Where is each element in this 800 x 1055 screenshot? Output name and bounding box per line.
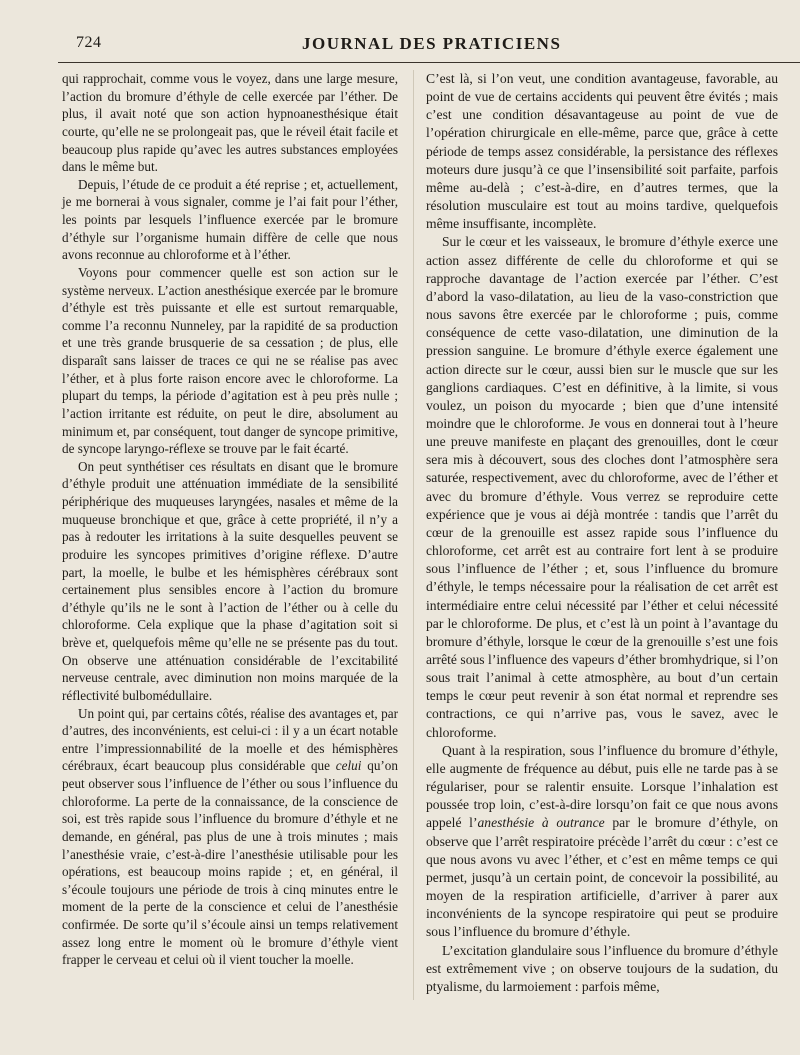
header-rule — [58, 62, 800, 63]
paragraph: Depuis, l’étude de ce produit a été reprise ; et, actuellement, je me bornerai à vous signaler, comme je l’ai fait pour l’éther, les points par lesquels l’influence exercée par le bromure d’éthyle sur l’organisme humain diffère de celle que nous avons reconnue au chloroforme et à l’éther. — [62, 176, 398, 263]
page-header — [58, 34, 800, 56]
page-number: 724 — [76, 34, 102, 51]
column-divider — [413, 70, 414, 1000]
text-run: Un point qui, par certains côtés, réalise des avantages et, par d’autres, des inconvénients, est celui-ci : il y a un écart notable entre l’impressionnabilité de la moelle et des hémisphères cérébraux, écart beaucoup plus considérable que — [62, 705, 398, 774]
paragraph: On peut synthétiser ces résultats en disant que le bromure d’éthyle produit une atténuation immédiate de la sensibilité périphérique des muqueuses laryngées, nasales et même de la muqueuse bronchique et que, grâce à cette propriété, il n’y a pas à redouter les irritations à la suite desquelles peuvent se produire les syncopes primitives d’origine réflexe. D’autre part, la moelle, le bulbe et les hémisphères cérébraux sont certainement plus sensibles encore à l’action du bromure d’éthyle qu’ils ne le sont à l’action de l’éther ou à celle du chloroforme. Cela explique que la phase d’agitation soit si brève et, quelquefois même qu’elle ne se présente pas du tout. On observe une atténuation considérable de l’excitabilité nerveuse centrale, avec diminution non moins marquée de la réflectivité bulbomédullaire. — [62, 458, 398, 703]
italic-text: anesthésie à outrance — [477, 815, 605, 831]
paragraph — [426, 742, 778, 942]
paragraph: Voyons pour commencer quelle est son action sur le système nerveux. L’action anesthésique exercée par le bromure d’éthyle est très puissante et elle est surtout remarquable, comme l’a reconnu Nunneley, par la rapidité de sa production et une très grande brusquerie de sa cessation ; de plus, elle disparaît sans laisser de traces ce qui ne se réalise pas avec l’éther, et à plus forte raison encore avec le chloroforme. La plupart du temps, la période d’agitation est à peu près nulle ; l’action irritante est réduite, on peut le dire, absolument au minimum et, par conséquent, tout danger de syncope primitive, de syncope laryngo-réflexe se trouve par le fait écarté. — [62, 264, 398, 457]
journal-title: JOURNAL DES PRATICIENS — [302, 34, 562, 53]
text-run: Quant à la respiration, sous l’influence du bromure d’éthyle, elle augmente de fréquence au début, puis elle ne tarde pas à se régulariser, pour se ralentir ensuite. Lorsque l’inhalation est poussée trop loin, c’est-à-dire lorsqu’on fait ce que nous avons appelé l’ — [426, 742, 778, 831]
italic-text: celui — [335, 758, 362, 774]
paragraph: C’est là, si l’on veut, une condition avantageuse, favorable, au point de vue de certains accidents qui peuvent être évités ; mais c’est une condition désavantageuse au point de vue de l’opération chirurgicale en elle-même, parce que, grâce à cette période de temps assez considérable, la persistance des réflexes moteurs dure jusqu’à ce que l’insensibilité soit parfaite, parfois même au-delà ; c’est-à-dire, en d’autres termes, que la résolution musculaire est tout au moins tardive, quelquefois même insuffisante, incomplète. — [426, 71, 778, 232]
text-run: par le bromure d’éthyle, on observe que l’arrêt respiratoire précède l’arrêt du cœur : c’est ce que nous avons vu avec l’éther, et c’est en même temps ce qui permet, jusqu’à un certain point, de concevoir la possibilité, au moyen de la respiration artificielle, d’arriver à parer aux inconvénients de la syncope respiratoire qui peut se produire sous l’influence du bromure d’éthyle. — [426, 815, 778, 940]
text-run: qu’on peut observer sous l’influence de l’éther ou sous l’influence du chloroforme. La perte de la connaissance, de la conscience de soi, est très rapide sous l’influence du bromure d’éthyle et ne demande, en général, pas plus de une à trois minutes ; mais l’anesthésie vraie, c’est-à-dire l’anesthésie utilisable pour les opérations, est beaucoup moins rapide ; et, en général, il s’écoule toujours une période de trois à cinq minutes entre le moment de la perte de la conscience et celui de l’anesthésie confirmée. De sorte qu’il s’écoule ainsi un temps relativement assez long entre le moment où le bromure d’éthyle vient frapper le cerveau et celui où il vient toucher la moelle. — [62, 758, 398, 968]
paragraph: qui rapprochait, comme vous le voyez, dans une large mesure, l’action du bromure d’éthyle de celle exercée par l’éther. De plus, il avait noté que son action hypnoanesthésique était courte, qu’elle ne se prolongeait pas, que le réveil était facile et beaucoup plus rapide qu’avec les autres substances employées dans le même but. — [62, 71, 398, 175]
left-column — [62, 70, 398, 969]
right-column — [426, 70, 778, 996]
paragraph: L’excitation glandulaire sous l’influence du bromure d’éthyle est extrêmement vive ; on observe toujours de la sudation, du ptyalisme, du larmoiement : parfois même, — [426, 942, 778, 994]
paragraph — [62, 705, 398, 969]
paragraph: Sur le cœur et les vaisseaux, le bromure d’éthyle exerce une action assez différente de celle du chloroforme et qui se rapproche davantage de l’action exercée par l’éther. C’est d’abord la vaso-dilatation, au lieu de la vaso-constriction que nous savons être exercée par le chloroforme ; puis, comme conséquence de cette vaso-dilatation, une diminution de la pression sanguine. Le bromure d’éthyle exerce également une action directe sur le cœur, aussi bien sur le muscle que sur les ganglions cardiaques. C’est en définitive, à la limite, si vous voulez, un poison du myocarde ; bien que d’une intensité moindre que le chloroforme. Je vous en donnerai tout à l’heure une preuve manifeste en plaçant des grenouilles, dont le cœur sera mis à découvert, sous des cloches dont l’atmosphère sera saturée, respectivement, avec du chloroforme, avec de l’éther et avec du bromure d’éthyle. Vous verrez se reproduire cette expérience que je vous ai déjà montrée : tandis que l’arrêt du cœur de la grenouille est assez rapide sous l’influence du chloroforme, cet arrêt est au contraire fort lent à se produire sous l’influence de l’éther ; et, sous l’influence du bromure d’éthyle, le temps nécessaire pour la réalisation de cet arrêt est intermédiaire entre celui nécessité par l’éther et celui nécessité par le chloroforme. De plus, et c’est là un point à l’avantage du bromure d’éthyle, lorsque le cœur de la grenouille s’est une fois arrêté sous l’influence des vapeurs d’éther bromhydrique, si l’on sous trait l’animal à cette atmosphère, au bout d’un certain temps le cœur peut revenir à son état normal et reprendre ses contractions, ce qui n’arrive pas, vous le savez, avec le chloroforme. — [426, 234, 778, 740]
